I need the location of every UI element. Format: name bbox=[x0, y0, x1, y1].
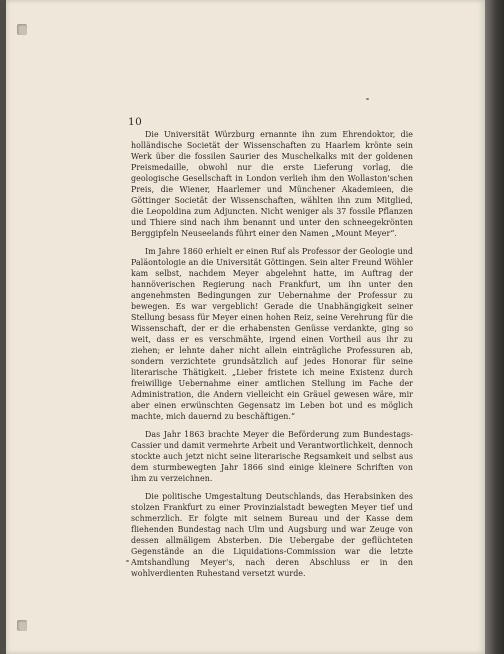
paper-speck bbox=[366, 98, 369, 100]
paragraph: Die politische Umgestaltung Deutschlands, das Herabsinken des stolzen Frankfurt zu einer Provinzialstadt bewegten Meyer tief und schmerzlich. Er folgte mit seinem Bureau und der Kasse dem fliehenden Bundestag nach Ulm und Augsburg und war Zeuge von dessen allmäligem Absterben. Die Uebergabe der geflüchteten Gegenstände an die Liquidations-Commission war die letzte Amtshandlung Meyer's, nach deren Abschluss er in den wohlverdienten Ruhestand versetzt wurde. bbox=[131, 492, 413, 578]
binding-hole bbox=[17, 24, 27, 35]
body-text bbox=[131, 129, 413, 586]
page-edge-shadow bbox=[485, 0, 504, 654]
page-number: 10 bbox=[128, 116, 143, 128]
paragraph: Das Jahr 1863 brachte Meyer die Beförderung zum Bundestags-Cassier und damit vermehrte Arbeit und Verantwortlichkeit, dennoch stockte auch jetzt nicht seine literarische Regsamkeit und selbst aus dem sturmbewegten Jahr 1866 sind einige kleinere Schriften von ihm zu verzeichnen. bbox=[131, 430, 413, 483]
paper-speck bbox=[126, 560, 129, 562]
binding-hole bbox=[17, 620, 27, 631]
paragraph: Im Jahre 1860 erhielt er einen Ruf als Professor der Geologie und Paläontologie an die Universität Göttingen. Sein alter Freund Wöhler kam selbst, nachdem Meyer abgelehnt hatte, im Auftrag der hannöverischen Regierung nach Frankfurt, um ihn unter den angenehmsten Bedingungen zur Uebernahme der Professur zu bewegen. Es war vergeblich! Gerade die Unabhängigkeit seiner Stellung besass für Meyer einen hohen Reiz, seine Verehrung für die Wissenschaft, der er die erhabensten Genüsse verdankte, ging so weit, dass er es verschmähte, irgend einen Vortheil aus ihr zu ziehen; er lehnte daher nicht allein einträgliche Professuren ab, sondern verzichtete grundsätzlich auf jedes Honorar für seine literarische Thätigkeit. „Lieber fristete ich meine Existenz durch freiwillige Uebernahme einer amtlichen Stellung im Fache der Administration, die Andern vielleicht ein Gräuel gewesen wäre, mir aber einen erwünschten Gegensatz im Leben bot und es möglich machte, mich dauernd zu beschäftigen.“ bbox=[131, 247, 413, 421]
paragraph: Die Universität Würzburg ernannte ihn zum Ehrendoktor, die holländische Societät der Wissenschaften zu Haarlem krönte sein Werk über die fossilen Saurier des Muschelkalks mit der goldenen Preismedaille, obwohl nur die erste Lieferung vorlag, die geologische Gesellschaft in London verlieh ihm den Wollaston'schen Preis, die Wiener, Haarlemer und Münchener Akademieen, die Göttinger Societät der Wissenschaften, wählten ihn zum Mitglied, die Leopoldina zum Adjuncten. Nicht weniger als 37 fossile Pflanzen und Thiere sind nach ihm benannt und unter den schneegekrönten Berggipfeln Neuseelands führt einer den Namen „Mount Meyer“. bbox=[131, 130, 413, 238]
